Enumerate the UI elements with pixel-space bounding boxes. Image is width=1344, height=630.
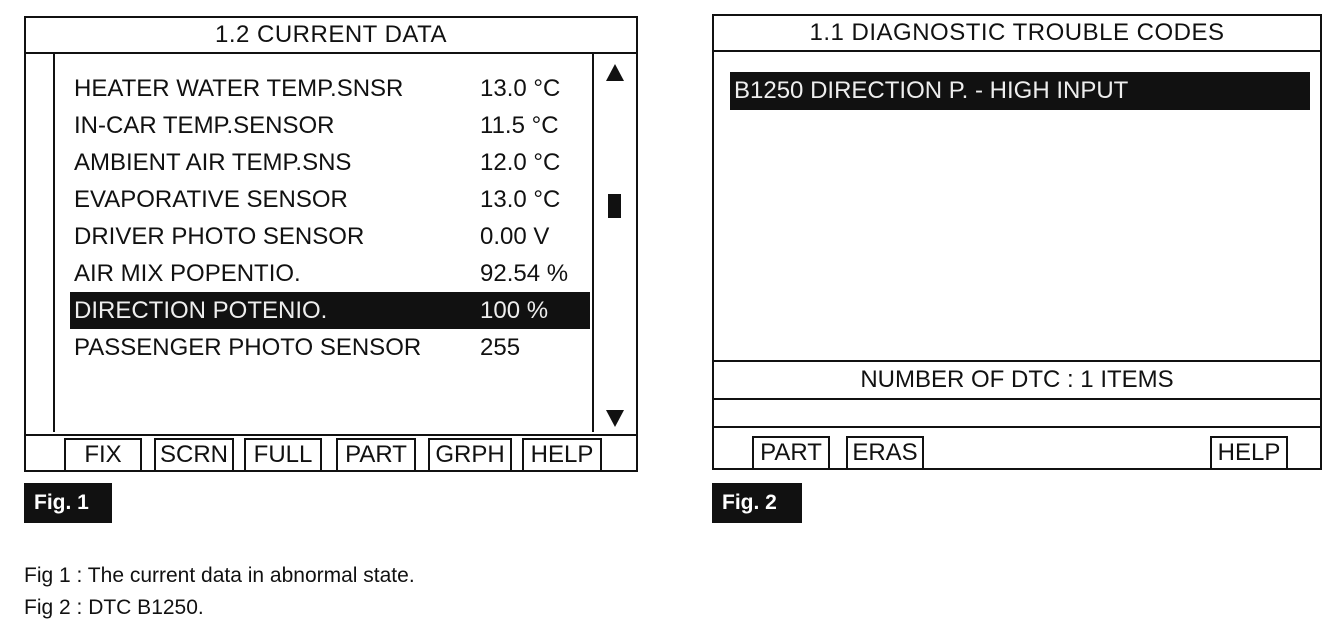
row-value: 0.00 V [480,223,550,250]
row-value: 12.0 °C [480,149,561,176]
row-label: DIRECTION POTENIO. [74,297,328,324]
eras-button[interactable]: ERAS [846,436,924,468]
screen-title: 1.1 DIAGNOSTIC TROUBLE CODES [714,16,1320,52]
data-list [70,70,590,366]
data-row[interactable] [70,218,590,255]
data-row[interactable] [70,255,590,292]
dtc-item-selected[interactable]: B1250 DIRECTION P. - HIGH INPUT [730,72,1310,110]
row-value: 13.0 °C [480,186,561,213]
data-row[interactable] [70,107,590,144]
fix-button[interactable]: FIX [64,438,142,470]
help-button[interactable]: HELP [1210,436,1288,468]
part-button[interactable]: PART [752,436,830,468]
row-label: HEATER WATER TEMP.SNSR [74,75,404,102]
row-value: 11.5 °C [480,112,559,139]
scrn-button[interactable]: SCRN [154,438,234,470]
figure-caption: Fig 2 : DTC B1250. [24,596,204,619]
data-row[interactable] [70,329,590,366]
row-value: 13.0 °C [480,75,561,102]
figure-tag: Fig. 1 [24,483,112,523]
data-row-selected[interactable] [70,292,590,329]
row-value: 92.54 % [480,260,569,287]
scrollbar-divider [592,52,594,432]
screen-title: 1.2 CURRENT DATA [26,18,636,54]
part-button[interactable]: PART [336,438,416,470]
scroll-down-arrow-icon[interactable] [606,410,624,427]
scroll-up-arrow-icon[interactable] [606,64,624,81]
function-key-bar [26,434,636,470]
row-label: AMBIENT AIR TEMP.SNS [74,149,352,176]
left-divider [53,52,55,432]
dtc-screen [712,14,1322,470]
full-button[interactable]: FULL [244,438,322,470]
row-label: IN-CAR TEMP.SENSOR [74,112,335,139]
function-key-bar [714,426,1320,468]
data-row[interactable] [70,181,590,218]
grph-button[interactable]: GRPH [428,438,512,470]
row-value: 255 [480,334,521,361]
row-value: 100 % [480,297,549,324]
row-label: DRIVER PHOTO SENSOR [74,223,365,250]
current-data-screen [24,16,638,472]
row-label: EVAPORATIVE SENSOR [74,186,348,213]
scrollbar-thumb[interactable] [608,194,621,218]
figure-caption: Fig 1 : The current data in abnormal state. [24,564,415,587]
dtc-count: NUMBER OF DTC : 1 ITEMS [714,360,1320,400]
data-row[interactable] [70,144,590,181]
row-label: PASSENGER PHOTO SENSOR [74,334,422,361]
data-row[interactable] [70,70,590,107]
figure-tag: Fig. 2 [712,483,802,523]
help-button[interactable]: HELP [522,438,602,470]
row-label: AIR MIX POPENTIO. [74,260,301,287]
